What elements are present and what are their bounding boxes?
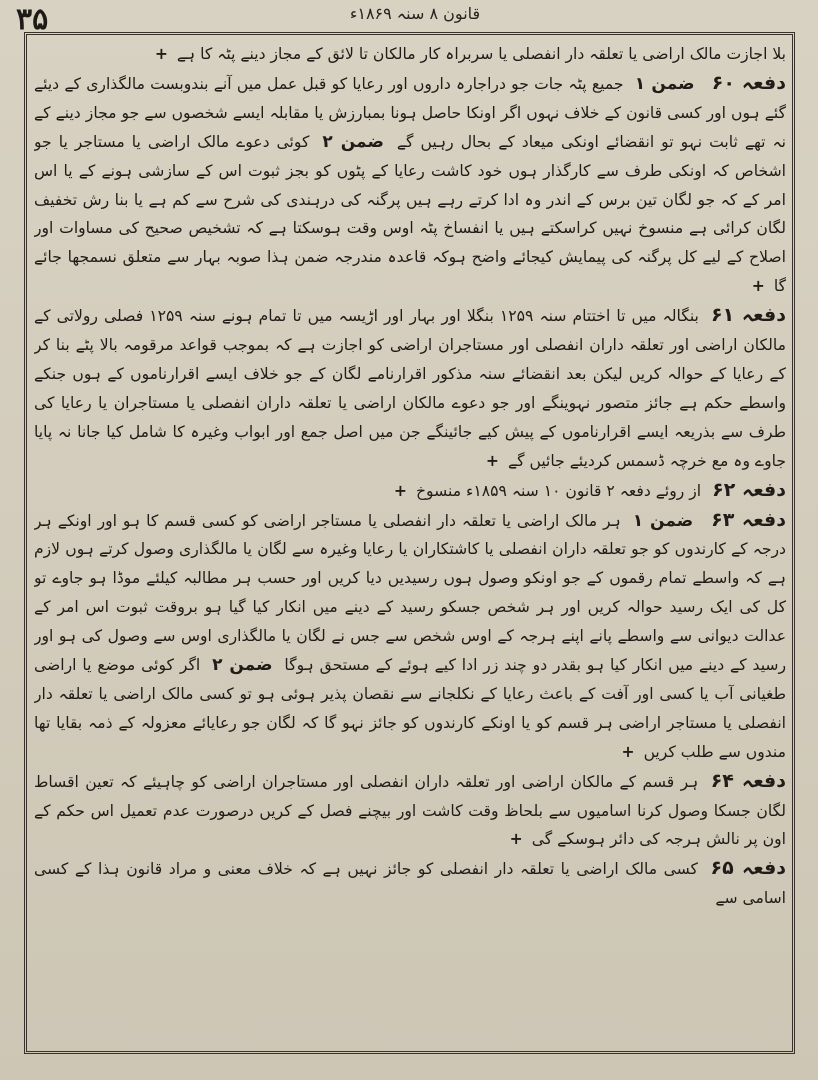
section-heading: دفعہ ۶۱	[710, 304, 786, 327]
body-text	[34, 40, 786, 1046]
end-mark: +	[509, 830, 523, 849]
end-mark: +	[621, 742, 635, 761]
clause-heading: ضمن ۲	[322, 131, 384, 152]
paragraph-text: اگر کوئی موضع یا اراضی طغیانی آب یا کسی اور آفت کے باعث رعایا کے نکلجانے سے نقصان پذیر ہوئی ہو تو کسی مالک اراضی یا تعلقہ دار انفصلی یا مستاجر اراضی ہر قسم کو یا اونکے کارندوں کو جائز نہو گا کہ لگان جو رعایائے معزولہ کے ذمہ بقایا تھا مندوں سے طلب کریں	[34, 656, 786, 761]
section-heading: دفعہ ۶۲	[712, 478, 786, 501]
section-60	[34, 69, 786, 301]
page-number: ۳۵	[16, 2, 49, 37]
section-61	[34, 301, 786, 475]
section-heading: دفعہ ۶۳	[711, 508, 786, 531]
clause-heading: ضمن ۱	[632, 510, 694, 531]
paragraph-text: ہر قسم کے مالکان اراضی اور تعلقہ داران انفصلی اور مستاجران اراضی کو چاہیئے کہ تعین اقساط لگان جسکا وصول کرنا اسامیوں سے بلحاظ وقت کاشت اور بیچنے فصل کے کریں درصورت عدم تعمیل اس حکم کے اون پر نالش ہرجہ کی دائر ہوسکے گی	[34, 772, 786, 849]
paragraph-text: بنگالہ میں تا اختتام سنہ ۱۲۵۹ بنگلا اور بہار اور اڑیسہ میں تا تمام ہونے سنہ ۱۲۵۹ فصلی رولاتی کے مالکان اراضی اور تعلقہ داران انفصلی اور مستاجران اراضی کو اجازت ہے کہ بموجب قواعد مرقومہ بالا پٹے بنا کر کے رعایا کے حوالہ کریں لیکن بعد انقضائے سنہ مذکور اقرارنامے لگان کے جو خلاف ایسے اقرارناموں کے ہوں جنکے واسطے حکم ہے جائز متصور نہوینگے اور جو دعوے مالکان اراضی یا تعلقہ داران انفصلی یا مستاجران یا رعایا کی طرف سے بذریعہ ایسے اقرارناموں کے پیش کیے جائینگے جن میں اصل جمع اور ابواب وغیرہ کا شامل کیا جانا نہ پایا جاوے وہ مع خرچہ ڈسمس کردیئے جائیں گے	[34, 307, 786, 470]
section-heading: دفعہ ۶۰	[711, 71, 786, 94]
section-62	[34, 476, 786, 506]
paragraph-text: ہر مالک اراضی یا تعلقہ دار انفصلی یا مستاجر اراضی کو کسی قسم کا ہو اور اونکے ہر درجہ کے کارندوں کو جو تعلقہ داران انفصلی یا کاشتکاران یا رعایا وغیرہ سے لگان یا مالگذاری وصول کرتے ہوں لازم ہے کہ واسطے تمام رقموں کے جو اونکو وصول ہوں رسیدیں دیا کریں اور حسب ہر مطالبہ کیلئے موڈا ہو جاوے تو کل کی ایک رسید حوالہ کریں اور ہر شخص جسکو رسید کے دینے میں انکار کیا گیا ہو بروقت ثبوت اس امر کے عدالت دیوانی سے واسطے پانے اپنے ہرجہ کے اوس شخص سے جس نے لگان یا مالگذاری اوس سے وصول کی ہو اور رسید کے دینے میں انکار کیا ہو بقدر دو چند زر ادا کیے ہوئے کے مستحق ہوگا	[34, 511, 786, 675]
running-header: قانون ۸ سنہ ۱۸۶۹ء	[349, 4, 481, 23]
paragraph-text: بلا اجازت مالک اراضی یا تعلقہ دار انفصلی یا سربراہ کار مالکان تا لائق کے مجاز دینے پٹہ کا ہے	[176, 45, 786, 63]
clause-heading: ضمن ۱	[634, 73, 695, 94]
section-63	[34, 506, 786, 767]
section-heading: دفعہ ۶۴	[710, 769, 786, 792]
paragraph-text: کسی مالک اراضی یا تعلقہ دار انفصلی کو جائز نہیں ہے کہ خلاف معنی و مراد قانون ہذا کے کسی اسامی سے	[34, 860, 786, 908]
paragraph-intro	[34, 40, 786, 69]
paragraph-text: از روئے دفعہ ۲ قانون ۱۰ سنہ ۱۸۵۹ء منسوخ	[415, 481, 702, 500]
paragraph-text: جمیع پٹہ جات جو دراجارہ داروں اور رعایا کو قبل عمل میں آنے بندوبست مالگذاری کے دیئے گئے ہوں اور کسی قانون کے خلاف نہوں اگر اونکا حاصل ہونا بمبارزش یا مقابلہ ایسے شخصوں سے جو مجاز دینے کے نہ تھے ثابت نہو تو انقضائے اونکی میعاد کے بحال رہیں گے	[34, 74, 786, 151]
section-65	[34, 854, 786, 913]
clause-heading: ضمن ۲	[212, 655, 273, 676]
end-mark: +	[154, 45, 168, 63]
end-mark: +	[485, 451, 499, 470]
paragraph-text: کوئی دعوے مالک اراضی یا مستاجر یا جو اشخاص کہ اونکی طرف سے کارگذار ہوں خود کاشت رعایا کے پٹوں کو بجز ثبوت اس کے سازشی ہونے کے یا اس امر کے کہ جو لگان تین برس کے اندر وہ ادا کرتے رہے ہیں پرگنہ کی درہندی کی شرح سے کم ہے یا بنا رش تخفیف لگان کرائی ہے منسوخ نہیں کراسکتے ہیں یا انفساخ پٹہ اوس وقت ہوسکتا ہے کہ تشخیص صحیح کی مساوات اور اصلاح کے لیے کل پرگنہ کی پیمایش کیجائے واضح ہوکہ قاعدہ مندرجہ ضمن ہذا صوبہ بہار سے متعلق نسمجھا جائے گا	[34, 132, 786, 296]
end-mark: +	[751, 277, 765, 296]
section-heading: دفعہ ۶۵	[710, 857, 786, 880]
end-mark: +	[393, 481, 407, 500]
section-64	[34, 767, 786, 855]
